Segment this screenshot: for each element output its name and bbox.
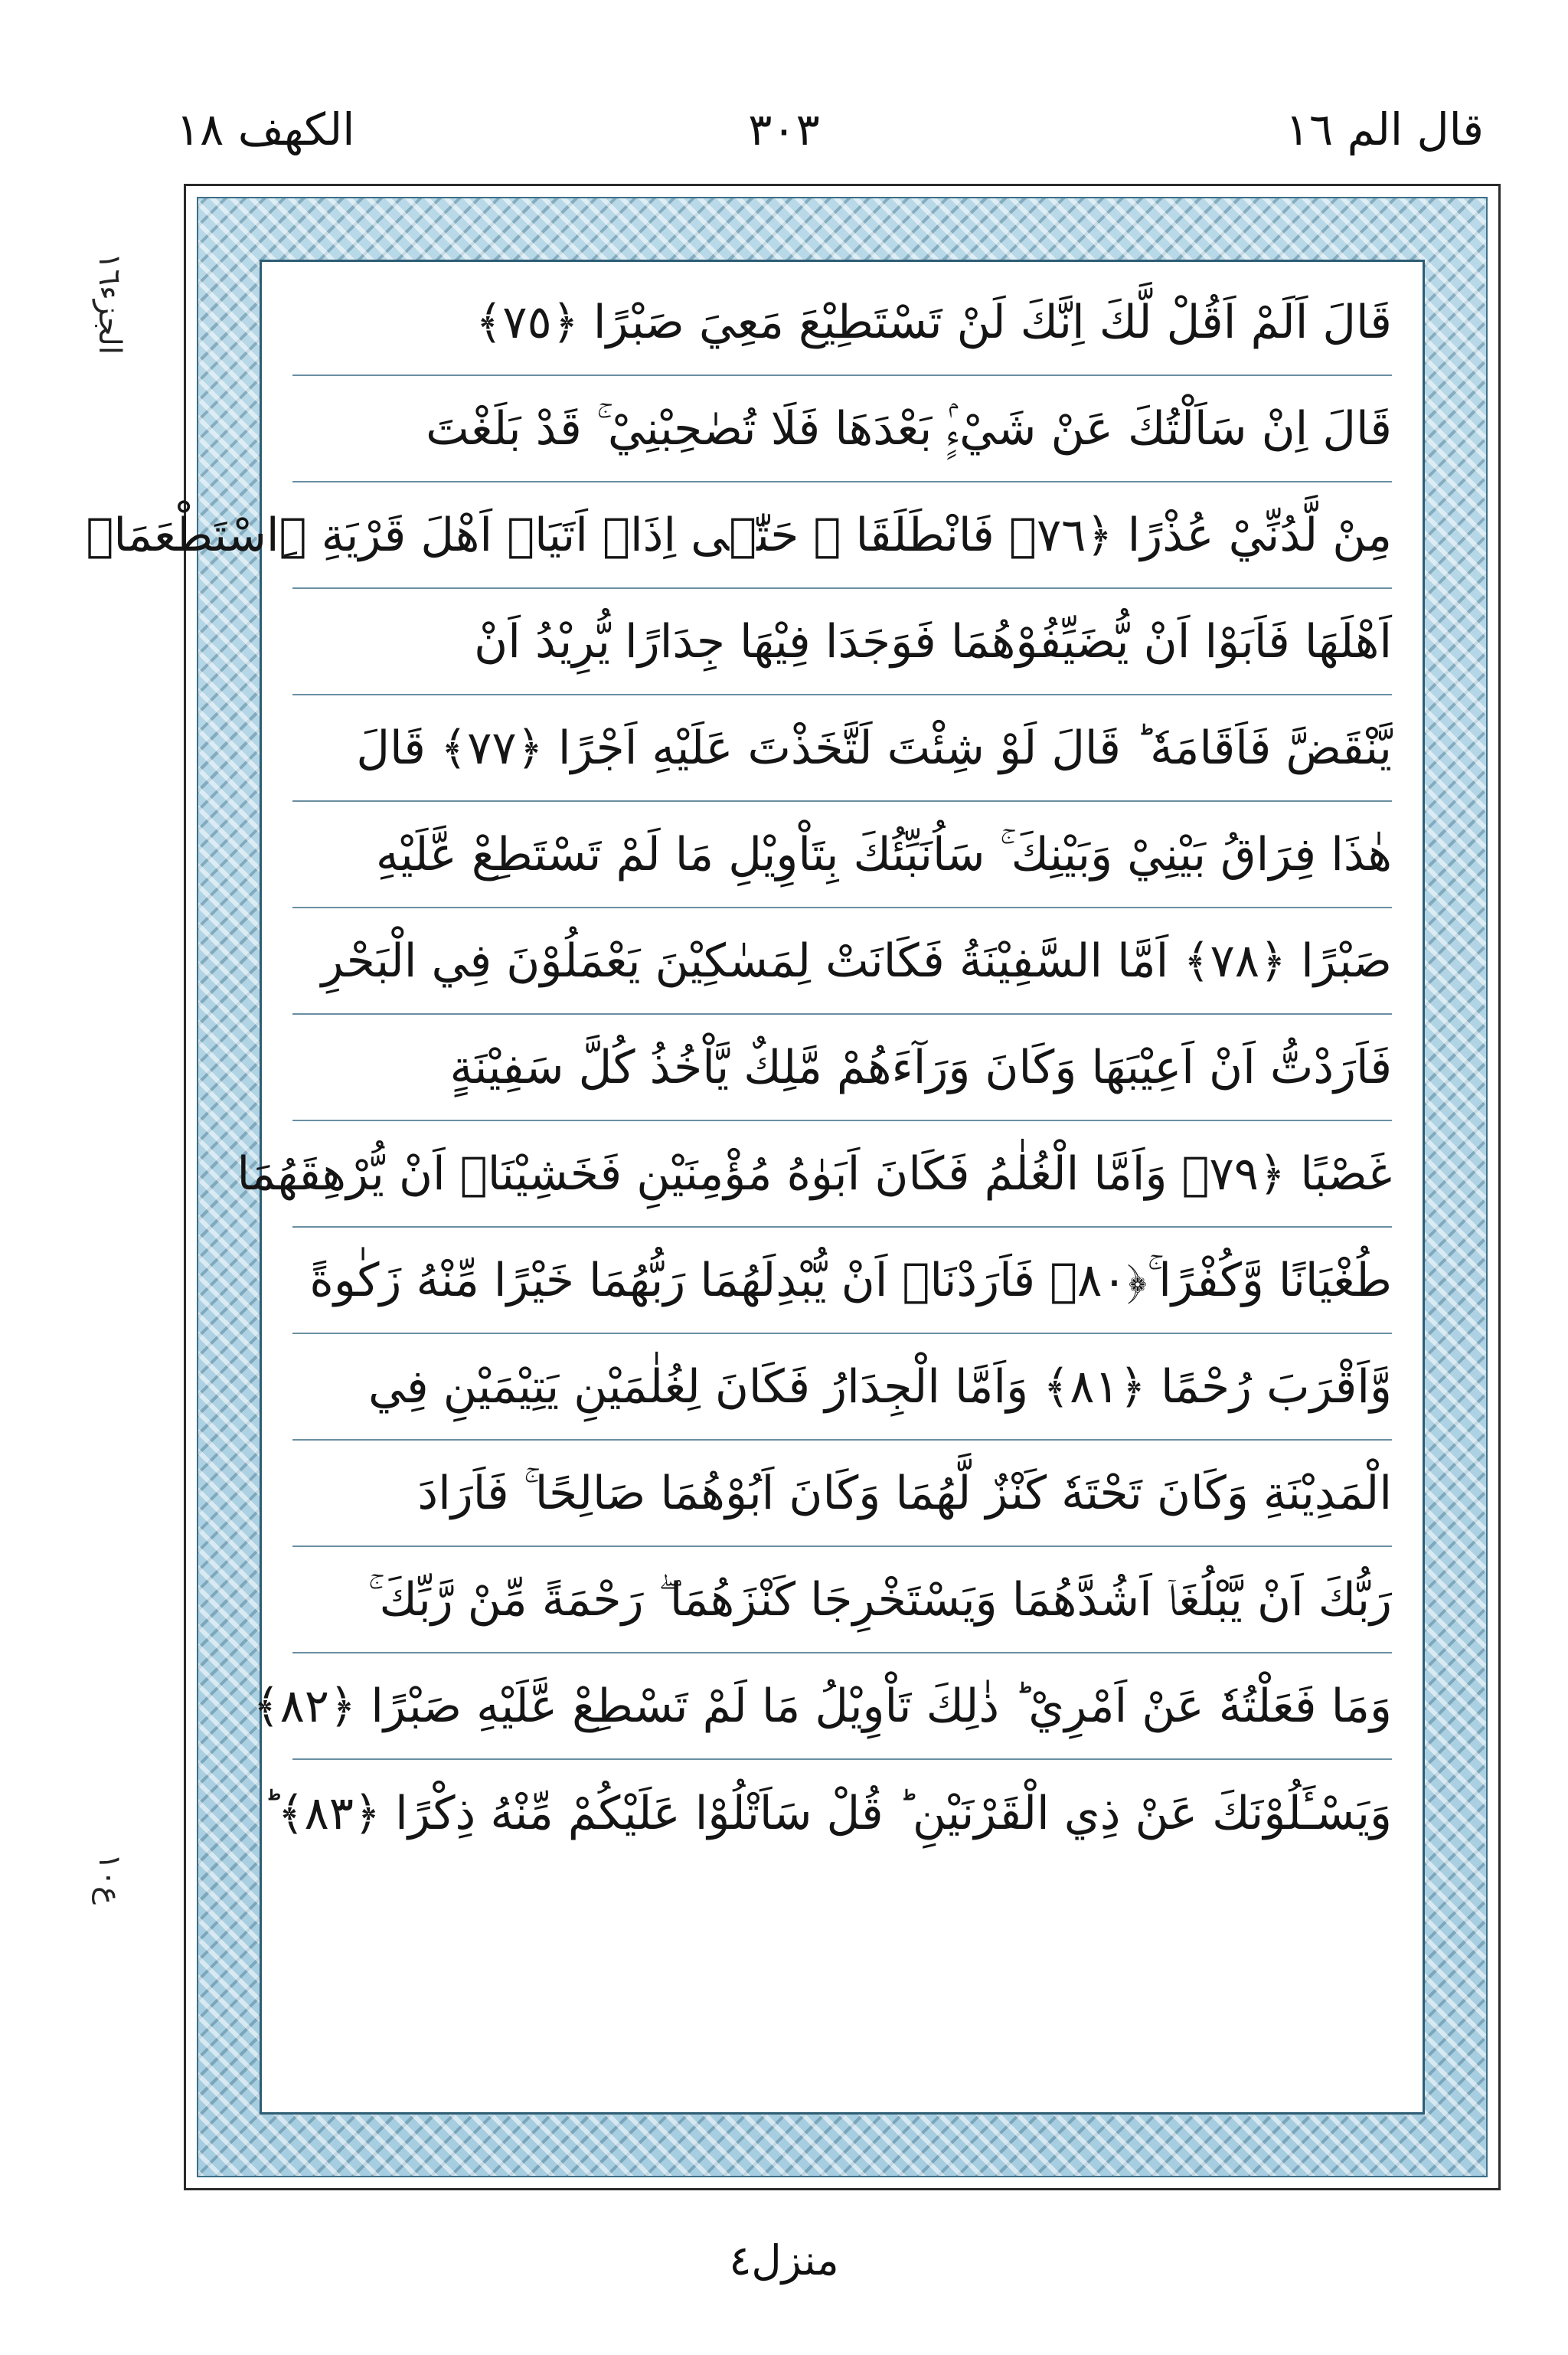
verse-line: الْمَدِيْنَةِ وَكَانَ تَحْتَهٗ كَنْزٌ لَّهُمَا وَكَانَ اَبُوْهُمَا صَالِحًا ۚ فَاَرَادَ bbox=[292, 1441, 1392, 1547]
verse-line: وَمَا فَعَلْتُهٗ عَنْ اَمْرِيْ ؕ ذٰلِكَ تَاْوِيْلُ مَا لَمْ تَسْطِعْ عَّلَيْهِ صَبْرًا ﴿٨٢﴾ bbox=[292, 1653, 1392, 1760]
verse-line: وَّاَقْرَبَ رُحْمًا ﴿٨١﴾ وَاَمَّا الْجِدَارُ فَكَانَ لِغُلٰمَيْنِ يَتِيْمَيْنِ فِي bbox=[292, 1334, 1392, 1441]
verse-line: غَصْبًا ﴿٧٩﴾ وَاَمَّا الْغُلٰمُ فَكَانَ اَبَوٰهُ مُؤْمِنَيْنِ فَخَشِيْنَاۤ اَنْ يُّرْهِقَهُمَا bbox=[292, 1121, 1392, 1228]
ruku-marker: ع١٠ bbox=[92, 1853, 127, 1905]
verse-line: اَهْلَهَا فَاَبَوْا اَنْ يُّضَيِّفُوْهُمَا فَوَجَدَا فِيْهَا جِدَارًا يُّرِيْدُ اَنْ bbox=[292, 589, 1392, 695]
para-title: قال الم ١٦ bbox=[1285, 103, 1484, 155]
verse-line: طُغْيَانًا وَّكُفْرًا ۚ﴿٨٠﴾ فَاَرَدْنَاۤ اَنْ يُّبْدِلَهُمَا رَبُّهُمَا خَيْرًا مِّنْهُ زَكٰوةً bbox=[292, 1228, 1392, 1334]
surah-title: الكهف ١٨ bbox=[176, 103, 355, 155]
verse-line: هٰذَا فِرَاقُ بَيْنِيْ وَبَيْنِكَ ۚ سَاُنَبِّئُكَ بِتَاْوِيْلِ مَا لَمْ تَسْتَطِعْ عَّلَيْهِ bbox=[292, 802, 1392, 908]
manzil-label: منزل٤ bbox=[729, 2236, 839, 2285]
verse-line: فَاَرَدْتُّ اَنْ اَعِيْبَهَا وَكَانَ وَرَآءَهُمْ مَّلِكٌ يَّاْخُذُ كُلَّ سَفِيْنَةٍ bbox=[292, 1015, 1392, 1121]
verse-line: مِنْ لَّدُنِّيْ عُذْرًا ﴿٧٦﴾ فَانْطَلَقَا ۫ حَتّٰۤى اِذَاۤ اَتَيَاۤ اَهْلَ قَرْيَةِ ِۨاسْتَطْعَمَاۤ bbox=[292, 482, 1392, 589]
page-number: ٣٠٣ bbox=[748, 103, 820, 155]
verse-line: وَيَسْـَٔلُوْنَكَ عَنْ ذِي الْقَرْنَيْنِ ؕ قُلْ سَاَتْلُوْا عَلَيْكُمْ مِّنْهُ ذِكْرًا ﴿٨٣﴾ ؕ bbox=[263, 1786, 1392, 1840]
verse-line: قَالَ اِنْ سَاَلْتُكَ عَنْ شَيْءٍۢ بَعْدَهَا فَلَا تُصٰحِبْنِيْ ۚ قَدْ بَلَغْتَ bbox=[292, 376, 1392, 482]
verse-line: قَالَ اَلَمْ اَقُلْ لَّكَ اِنَّكَ لَنْ تَسْتَطِيْعَ مَعِيَ صَبْرًا ﴿٧٥﴾ bbox=[292, 270, 1392, 376]
verse-line: صَبْرًا ﴿٧٨﴾ اَمَّا السَّفِيْنَةُ فَكَانَتْ لِمَسٰكِيْنَ يَعْمَلُوْنَ فِي الْبَحْرِ bbox=[292, 908, 1392, 1015]
verse-line: يَّنْقَضَّ فَاَقَامَهٗ ؕ قَالَ لَوْ شِئْتَ لَتَّخَذْتَ عَلَيْهِ اَجْرًا ﴿٧٧﴾ قَالَ bbox=[292, 695, 1392, 802]
juz-marker: الجزء١٦ bbox=[92, 253, 127, 355]
verse-line: رَبُّكَ اَنْ يَّبْلُغَاۤ اَشُدَّهُمَا وَيَسْتَخْرِجَا كَنْزَهُمَا ۖ رَحْمَةً مِّنْ رَّبِّكَ ۚ bbox=[292, 1547, 1392, 1653]
